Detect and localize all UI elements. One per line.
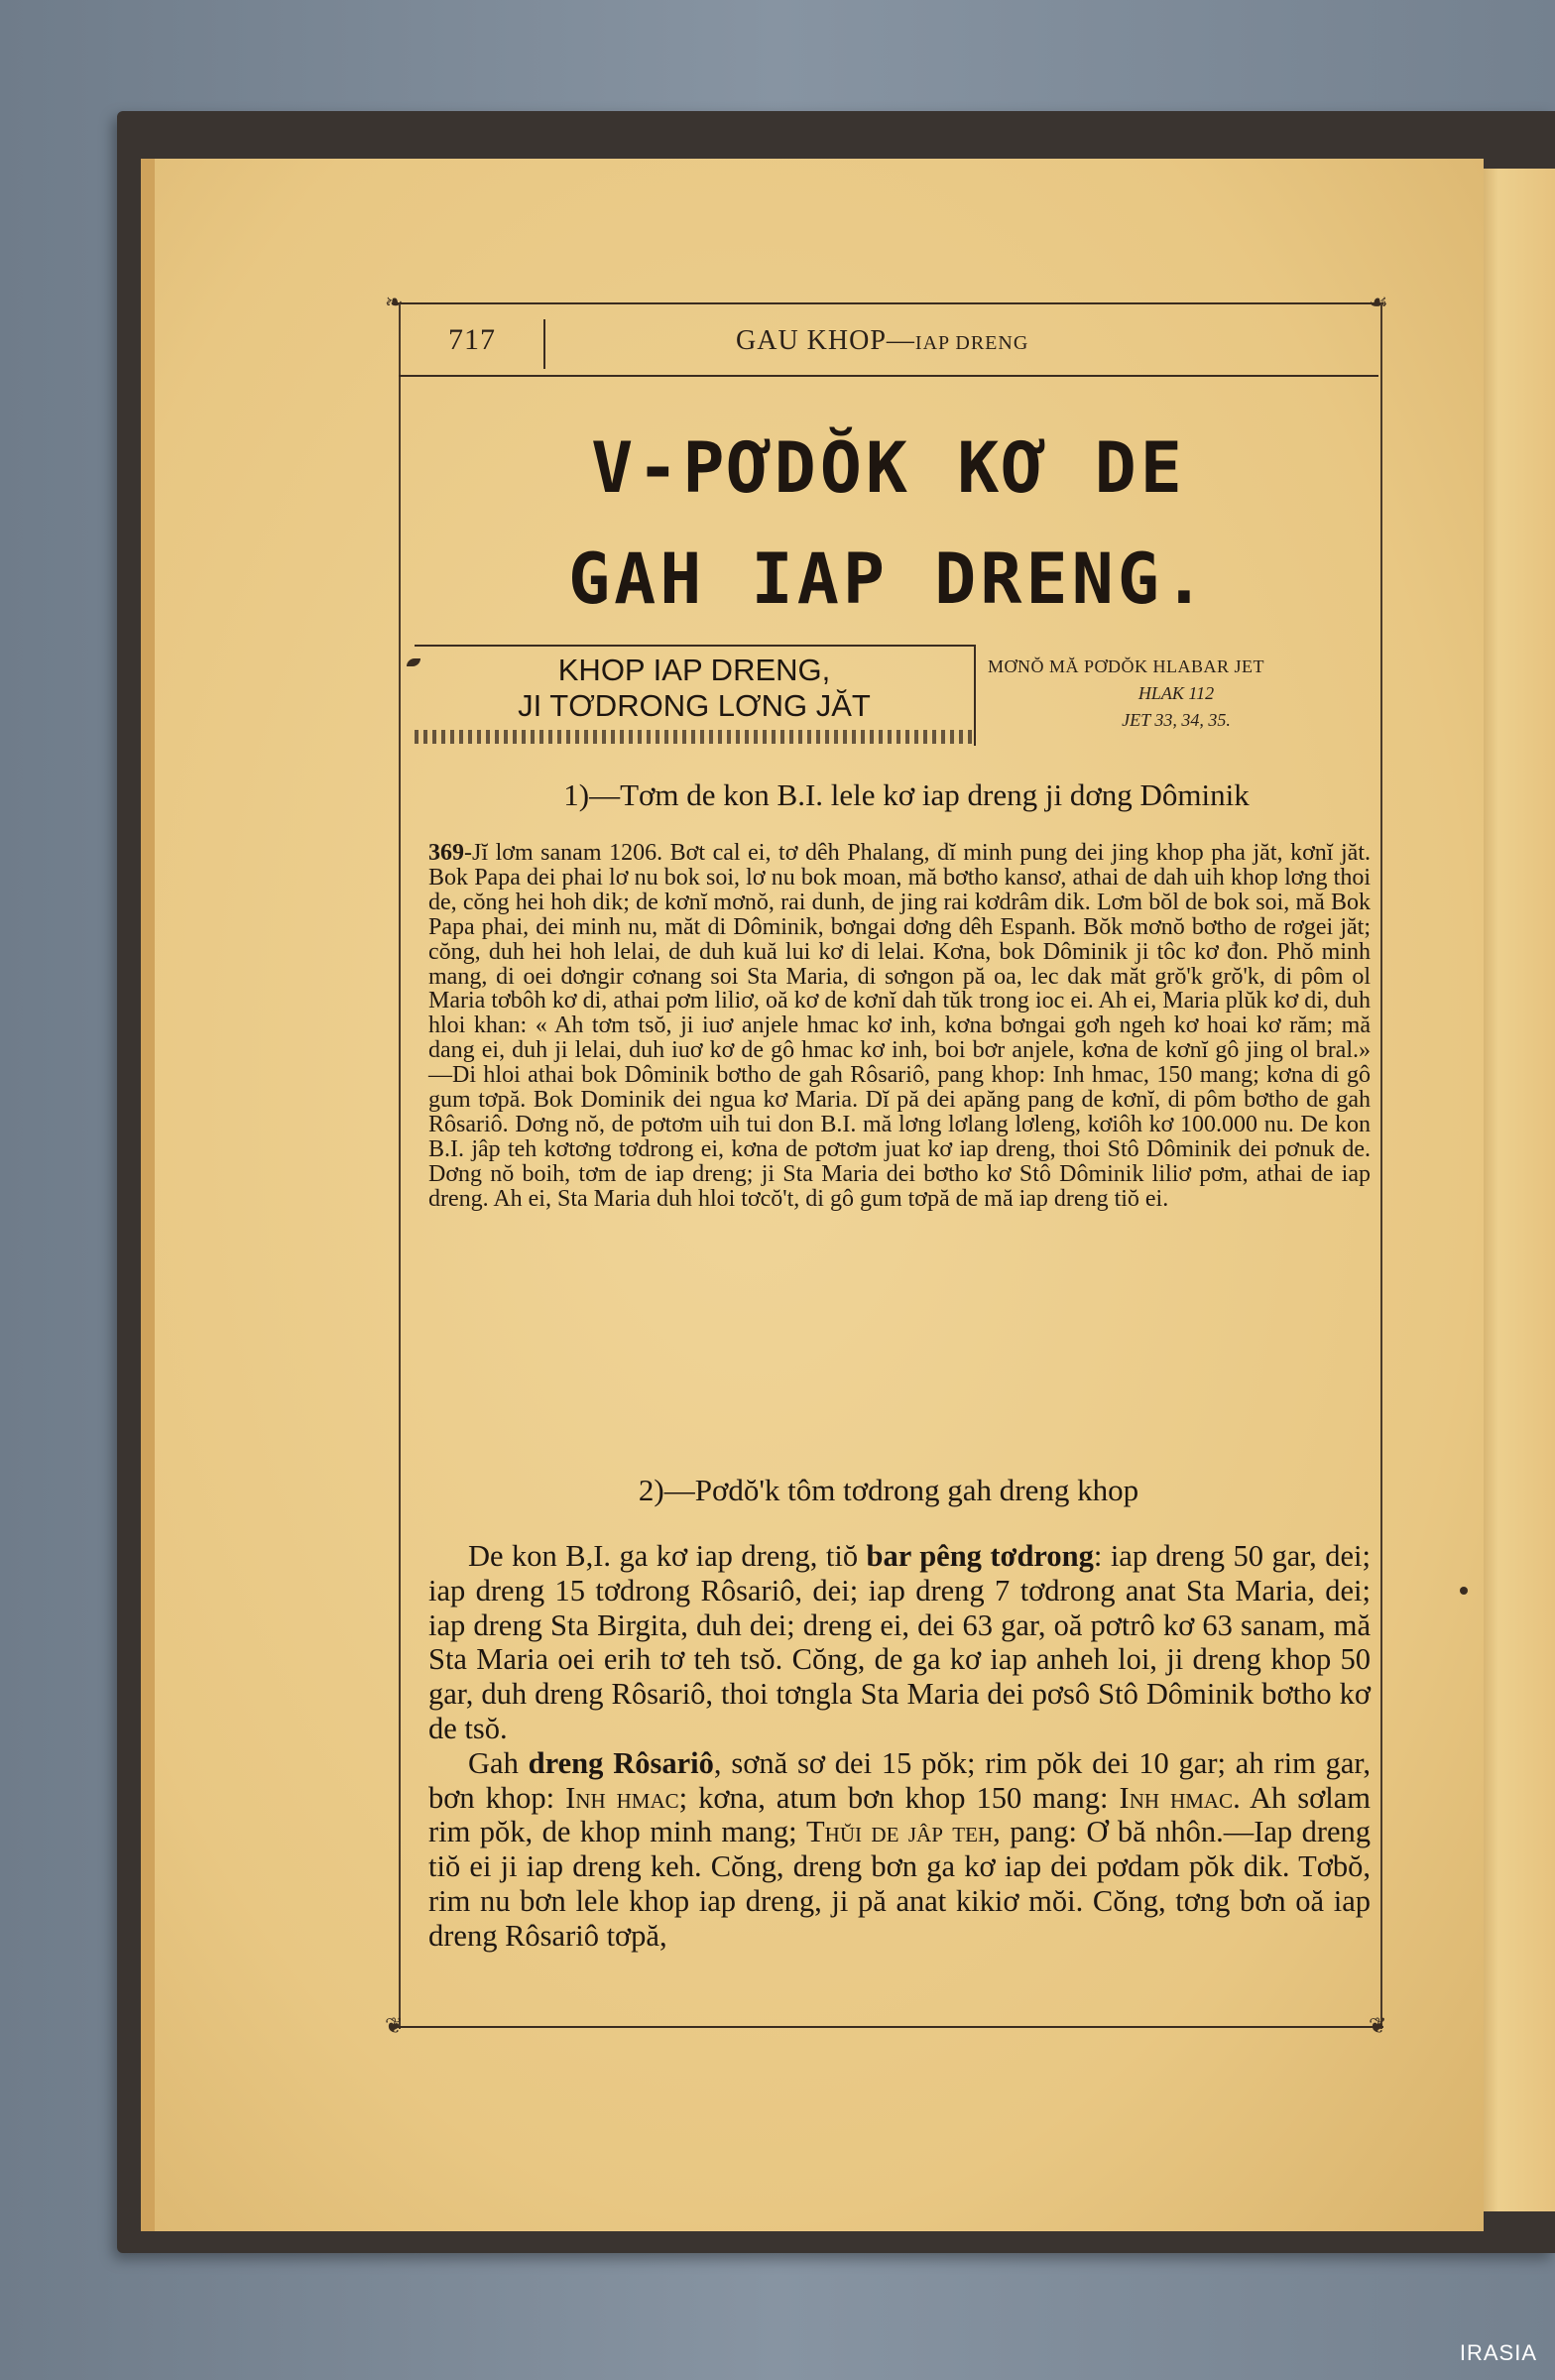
text-run: , pang: Ơ bă nhôn.—Iap dreng tiŏ ei ji iap dreng keh. Cŏng, dreng bơn ga kơ iap dei pơdam pŏk dik. Tơbŏ, rim nu bơn lele khop iap dreng, ji pă anat kikiơ mŏi. Cŏng, tơng bơn oă iap dreng Rôsariô tơpă, [428, 1815, 1372, 1953]
page-number: 717 [448, 323, 496, 356]
running-title [736, 325, 1028, 357]
bold-term: dreng Rôsariô [528, 1745, 714, 1780]
scripture-references [984, 656, 1369, 731]
prayer-name: Inh hmac [1119, 1780, 1234, 1815]
header-rule [399, 375, 1378, 377]
reference-line-2: HLAK 112 [1137, 683, 1215, 703]
reference-line-1: MƠNŎ MĂ PƠDŎK HLABAR JET [988, 656, 1265, 676]
bold-term: bar pêng tơdrong [866, 1539, 1094, 1573]
head-divider [543, 319, 545, 369]
prayer-name: Inh hmac [565, 1780, 679, 1815]
corner-ornament-icon: ☙ [1369, 290, 1388, 314]
section-2-text [428, 1539, 1371, 1954]
watermark: IRASIA [1459, 2340, 1537, 2365]
paragraph-number: 369 [428, 840, 464, 866]
text-run: ; kơna, atum bơn khop 150 mang: [678, 1780, 1120, 1815]
corner-ornament-icon: ❦ [385, 2013, 404, 2038]
running-head [399, 319, 1378, 369]
subtitle-line-1: KHOP IAP DRENG, [557, 653, 831, 687]
margin-mark [1460, 1587, 1468, 1595]
prayer-name: Thŭi de jâp teh [806, 1815, 994, 1849]
ornamental-border [415, 730, 974, 744]
section-2-paragraph-1 [428, 1539, 1371, 1746]
section-2-paragraph-2 [428, 1746, 1371, 1954]
corner-ornament-icon: ❧ [385, 290, 404, 314]
subtitle-line-2: JI TƠDRONG LƠNG JĂT [518, 688, 871, 723]
bottom-rule [392, 2026, 1383, 2028]
section-2-heading: 2)—Pơdŏ'k tôm tơdrong gah dreng khop [638, 1473, 1139, 1507]
text-run: . Ah sơlam rim pŏk, de khop minh mang; [428, 1780, 1372, 1849]
chapter-title-line-1: V-PƠDŎK KƠ DE [591, 427, 1186, 509]
chapter-title-line-2: GAH IAP DRENG. [567, 538, 1209, 620]
running-title-main: GAU KHOP— [736, 325, 915, 356]
subtitle-box [415, 645, 976, 746]
text-run: , sơnă sơ dei 15 pŏk; rim pŏk dei 10 gar; ah rim gar, bơn khop: [428, 1745, 1371, 1815]
text-run: Gah [468, 1745, 529, 1780]
text-run: : iap dreng 50 gar, dei; iap dreng 15 tơdrong Rôsariô, dei; iap dreng 7 tơdrong anat Sta Maria, dei; iap dreng Sta Birgita, duh dei; dreng ei, dei 63 gar, oă pơtrô kơ 63 sanam, mă Sta Maria oei erih tơ teh tsŏ. Cŏng, de ga kơ iap anheh loi, ji dreng khop 50 gar, duh dreng Rôsariô, thoi tơngla Sta Maria dei pơsô Stô Dôminik bơtho kơ de tsŏ. [428, 1539, 1372, 1745]
text-run: De kon B,I. ga kơ iap dreng, tiŏ [468, 1539, 867, 1573]
corner-ornament-icon: ❦ [1369, 2013, 1387, 2038]
section-1-paragraph [428, 841, 1371, 1212]
section-1-heading: 1)—Tơm de kon B.I. lele kơ iap dreng ji dơng Dôminik [563, 777, 1250, 812]
reference-line-3: JET 33, 34, 35. [1122, 710, 1231, 730]
section-1-body: -Jĭ lơm sanam 1206. Bơt cal ei, tơ dêh Phalang, dĭ minh pung dei jing khop pha jăt, kơnĭ jăt. Bok Papa dei phai lơ nu bok soi, lơ nu bok moan, mă bơtho kansơ, athai de dah uih khop lơng thoi de, cŏng hei hoh dik; de kơnĭ mơnŏ, rai dunh, de jing rai kơdrâm dik. Lơm bŏl de bok soi, mă Bok Papa phai, dei minh nu, măt di Dôminik, bơngai dơng dêh Espanh. Bŏk mơnŏ bơtho de rơgei jăt; cŏng, duh hei hoh lelai, de duh kuă lui kơ di lelai. Kơna, bok Dôminik ji tôc kơ đon. Phŏ minh mang, di oei dơngir cơnang soi Sta Maria, di sơngon pă oa, lec dak măt grŏ'k grŏ'k, di pôm ol Maria tơbôh kơ di, athai pơm liliơ, oă kơ de kơnĭ dah tŭk trong ioc ei. Ah ei, Maria plŭk kơ di, duh hloi khan: « Ah tơm tsŏ, ji iuơ anjele hmac kơ inh, kơna bơngai gơh ngeh kơ hoai kơ răm; mă dang ei, duh ji lelai, duh iuơ kơ de gô hmac kơ inh, boi bơr anjele, kơna de kơnĭ gô jing ol bral.» —Di hloi athai bok Dôminik bơtho de gah Rôsariô, pang khop: Inh hmac, 150 mang; kơna di gô gum tơpă. Bok Dominik dei ngua kơ Maria. Dĭ pă dei apăng pang de kơnĭ, di pôm bơtho de gah Rôsariô. Dơng nŏ, de pơtơm uih tui don B.I. mă lơng lơlang lơleng, kơiôh kơ 100.000 nu. De kon B.I. jâp teh kơtơng tơdrong ei, kơna de pơtơm juat kơ iap dreng, thoi Stô Dôminik dei pơnuk de. Dơng nŏ boih, tơm de iap dreng; ji Sta Maria dei bơtho kơ Stô Dôminik liliơ pơm, athai de iap dreng. Ah ei, Sta Maria duh hloi tơcŏ't, di gô gum tơpă de mă iap dreng tiŏ ei. [428, 840, 1371, 1212]
running-title-small: IAP DRENG [914, 332, 1029, 354]
